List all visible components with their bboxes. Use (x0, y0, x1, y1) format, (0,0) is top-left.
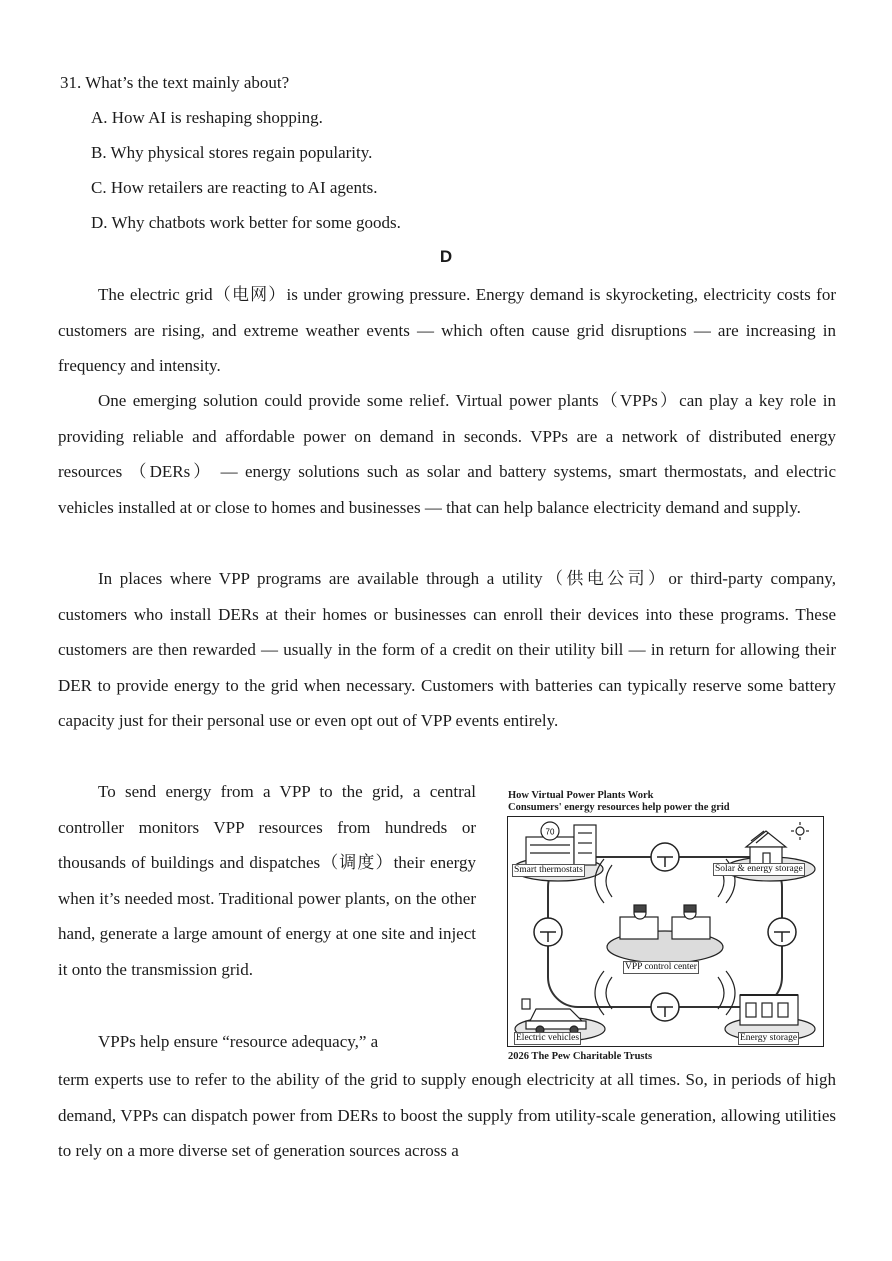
paragraph-2: One emerging solution could provide some relief. Virtual power plants（VPPs）can play a key role in providing reliable and affordable power on demand in seconds. VPPs are a network of distributed energy resources （DERs） — energy solutions such as solar and battery systems, smart thermostats, and electric vehicles installed at or close to homes and businesses — that can help balance electricity demand and supply. (58, 391, 836, 517)
figure-credit: 2026 The Pew Charitable Trusts (508, 1051, 653, 1062)
vpp-diagram-graphic (508, 817, 822, 1045)
option-c: C. How retailers are reacting to AI agents. (91, 178, 378, 197)
label-electric-vehicles: Electric vehicles (516, 1033, 580, 1043)
sun-icon (791, 822, 809, 840)
option-b: B. Why physical stores regain popularity. (91, 143, 373, 162)
vpp-diagram (507, 816, 824, 1047)
thermostat-reading: 70 (545, 827, 555, 837)
option-a: A. How AI is reshaping shopping. (91, 108, 323, 127)
figure-subtitle: Consumers' energy resources help power the grid (508, 802, 730, 813)
paragraph-5-continued: term experts use to refer to the ability of the grid to supply enough electricity at all times. So, in periods of high demand, VPPs can dispatch power from DERs to boost the supply from utility-scale generation, allowing utilities to rely on a more diverse set of generation sources across a (58, 1070, 836, 1160)
paragraph-5-start: VPPs help ensure “resource adequacy,” a (98, 1032, 379, 1051)
control-center-icon (607, 905, 723, 963)
label-solar-storage: Solar & energy storage (715, 864, 803, 874)
label-smart-thermostats: Smart thermostats (514, 865, 583, 875)
paragraph-3: In places where VPP programs are available through a utility（供电公司）or third-party company, customers who install DERs at their homes or businesses can enroll their devices into these programs. These customers are then rewarded — usually in the form of a credit on their utility bill — in return for allowing their DER to provide energy to the grid when necessary. Customers with batteries can typically reserve some battery capacity just for their personal use or even opt out of VPP events entirely. (58, 569, 836, 730)
option-d: D. Why chatbots work better for some goods. (91, 213, 401, 232)
label-energy-storage: Energy storage (740, 1033, 798, 1043)
figure-title: How Virtual Power Plants Work (508, 790, 654, 801)
paragraph-1: The electric grid（电网）is under growing pressure. Energy demand is skyrocketing, electricity costs for customers are rising, and extreme weather events — which often cause grid disruptions — are increasing in frequency and intensity. (58, 285, 836, 375)
paragraph-4: To send energy from a VPP to the grid, a central controller monitors VPP resources from hundreds or thousands of buildings and dispatches（调度）their energy when it’s needed most. Traditional power plants, on the other hand, generate a large amount of energy at one site and inject it onto the transmission grid. (58, 782, 476, 979)
label-control-center: VPP control center (625, 962, 697, 972)
section-letter: D (439, 247, 453, 266)
question-stem: 31. What’s the text mainly about? (60, 73, 290, 92)
